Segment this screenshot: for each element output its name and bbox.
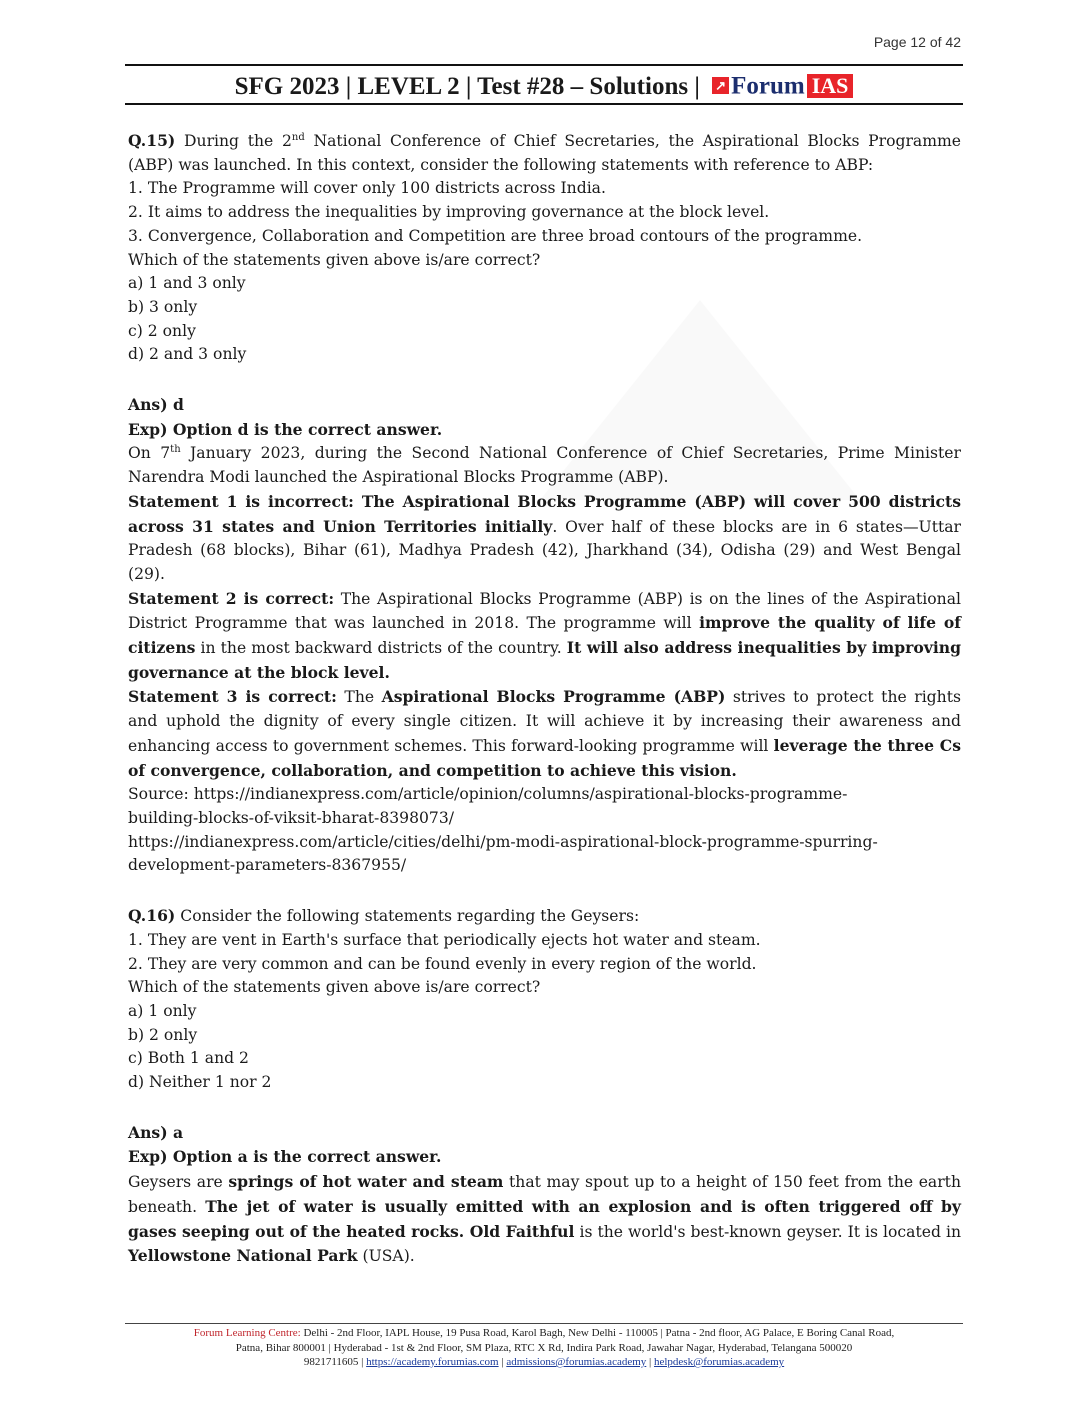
forumias-logo: ↗ Forum IAS xyxy=(712,68,853,103)
helpdesk-email-link[interactable]: helpdesk@forumias.academy xyxy=(653,1356,785,1368)
explanation-geysers: Geysers are springs of hot water and steam that may spout up to a height of 150 feet from the earth beneath. The jet of water is usually emitted with an explosion and is often triggered off by gases seeping out of the heated rocks. Old Faithful is the world's best-known geyser. It is located in Yellowstone National Park (USA). xyxy=(128,1172,961,1266)
option-d: d) Neither 1 nor 2 xyxy=(128,1073,272,1092)
footer-rule xyxy=(125,1323,963,1324)
footer-address-line-2: Patna, Bihar 800001 | Hyderabad - 1st & 2nd Floor, SM Plaza, RTC X Rd, Indira Park Road, Jawahar Nagar, Hyderabad, Telangana 500020 xyxy=(235,1341,853,1354)
footer-contact-line: 9821711605 | https://academy.forumias.com | admissions@forumias.academy | helpdesk@forumias.academy xyxy=(303,1356,785,1368)
option-a: a) 1 only xyxy=(128,1001,197,1020)
page-footer xyxy=(125,1326,963,1370)
statement-3: 3. Convergence, Collaboration and Competition are three broad contours of the programme. xyxy=(128,226,863,245)
document-body xyxy=(128,129,961,1269)
source-line-1: Source: https://indianexpress.com/article/opinion/columns/aspirational-blocks-programme- xyxy=(128,785,848,804)
source-line-2b: development-parameters-8367955/ xyxy=(128,856,407,875)
option-c: c) 2 only xyxy=(128,321,196,340)
source-line-2: https://indianexpress.com/article/cities/delhi/pm-modi-aspirational-block-programme-spurring- xyxy=(128,832,878,851)
option-b: b) 3 only xyxy=(128,297,198,316)
header-rule-bottom xyxy=(125,103,963,105)
header-title: SFG 2023 | LEVEL 2 | Test #28 – Solutions | xyxy=(234,73,700,100)
question-15-stem: Q.15) During the 2nd National Conference of Chief Secretaries, the Aspirational Blocks Programme (ABP) was launched. In this context, consider the following statements with reference to ABP: xyxy=(128,131,962,174)
option-c: c) Both 1 and 2 xyxy=(128,1049,249,1068)
question-prompt: Which of the statements given above is/are correct? xyxy=(128,250,541,269)
statement-2: 2. It aims to address the inequalities by improving governance at the block level. xyxy=(128,203,770,222)
question-prompt: Which of the statements given above is/are correct? xyxy=(128,978,541,997)
explanation-heading: Exp) Option a is the correct answer. xyxy=(128,1147,442,1167)
admissions-email-link[interactable]: admissions@forumias.academy xyxy=(506,1356,647,1368)
answer: Ans) a xyxy=(128,1122,184,1142)
academy-link[interactable]: https://academy.forumias.com xyxy=(366,1356,499,1368)
explanation-statement-3: Statement 3 is correct: The Aspirational Blocks Programme (ABP) strives to protect the rights and uphold the dignity of every single citizen. It will achieve it by increasing their awareness and enhancing access to government schemes. This forward-looking programme will leverage the three Cs of convergence, collaboration, and competition to achieve this vision. xyxy=(128,687,961,780)
statement-1: 1. They are vent in Earth's surface that periodically ejects hot water and steam. xyxy=(128,930,761,949)
explanation-statement-2: Statement 2 is correct: The Aspirational Blocks Programme (ABP) is on the lines of the Aspirational District Programme that was launched in 2018. The programme will improve the quality of life of citizens in the most backward districts of the country. It will also address inequalities by improving governance at the block level. xyxy=(128,588,962,682)
page-number: Page 12 of 42 xyxy=(873,34,961,50)
arrow-icon: ↗ xyxy=(712,77,729,94)
source-line-1b: building-blocks-of-viksit-bharat-8398073/ xyxy=(128,808,455,827)
statement-2: 2. They are very common and can be found evenly in every region of the world. xyxy=(128,954,757,973)
option-b: b) 2 only xyxy=(128,1025,198,1044)
question-16-stem: Q.16) Consider the following statements regarding the Geysers: xyxy=(128,906,640,926)
explanation-heading: Exp) Option d is the correct answer. xyxy=(128,419,443,439)
option-d: d) 2 and 3 only xyxy=(128,345,247,364)
answer: Ans) d xyxy=(128,395,184,415)
header-rule-top xyxy=(125,64,963,66)
statement-1: 1. The Programme will cover only 100 districts across India. xyxy=(128,179,606,198)
footer-address-line-1: Forum Learning Centre: Delhi - 2nd Floor, IAPL House, 19 Pusa Road, Karol Bagh, New Delhi - 110005 | Patna - 2nd floor, AG Palace, E Boring Canal Road, xyxy=(193,1327,895,1339)
explanation-intro: On 7th January 2023, during the Second National Conference of Chief Secretaries, Prime Minister Narendra Modi launched the Aspirational Blocks Programme (ABP). xyxy=(128,444,961,487)
option-a: a) 1 and 3 only xyxy=(128,274,246,293)
explanation-statement-1: Statement 1 is incorrect: The Aspirational Blocks Programme (ABP) will cover 500 districts across 31 states and Union Territories initially. Over half of these blocks are in 6 states—Uttar Pradesh (68 blocks), Bihar (61), Madhya Pradesh (42), Jharkhand (34), Odisha (29) and West Bengal (29). xyxy=(128,491,961,583)
page-header xyxy=(125,70,963,104)
